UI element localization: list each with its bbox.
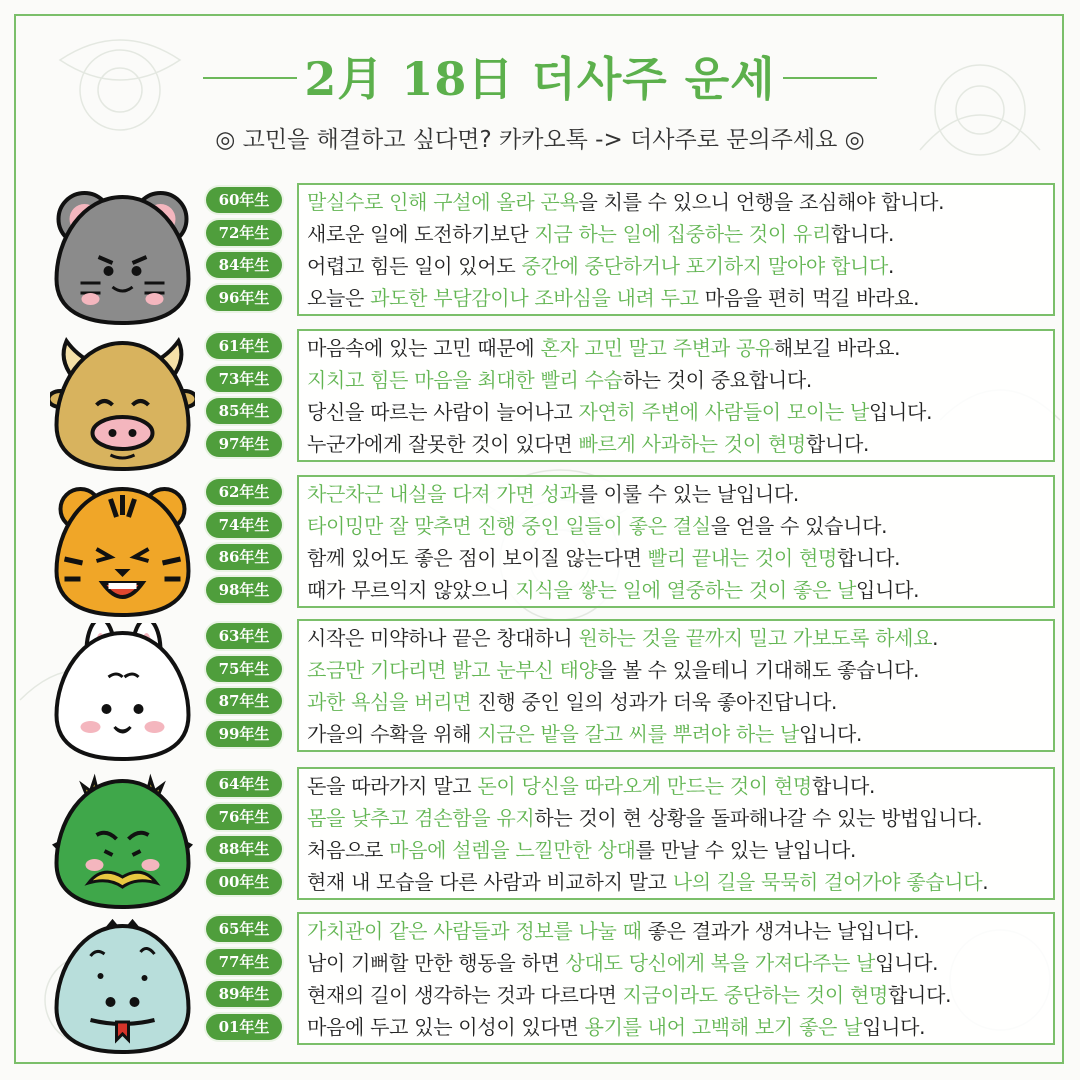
plain-text: 을 치를 수 있으니 언행을 조심해야 합니다.	[578, 190, 945, 214]
plain-text: 돈을 따라가지 말고	[307, 774, 478, 798]
year-badge: 72年生	[206, 220, 282, 246]
year-badge: 86年生	[206, 544, 282, 570]
highlight-text: 나의 길을 묵묵히 걸어가야 좋습니다	[672, 870, 983, 894]
year-badge: 89年生	[206, 981, 282, 1007]
year-badge: 85年生	[206, 398, 282, 424]
year-badge: 77年生	[206, 949, 282, 975]
fortune-line	[307, 218, 894, 250]
highlight-text: 상대도 당신에게 복을 가져다주는 날	[565, 951, 876, 975]
highlight-text: 가치관이 같은 사람들과 정보를 나눌 때	[307, 919, 642, 943]
plain-text: 남이 기뻐할 만한 행동을 하면	[307, 951, 566, 975]
fortune-group-snake	[0, 912, 1080, 1052]
plain-text: 입니다.	[862, 1015, 926, 1039]
highlight-text: 과한 욕심을 버리면	[307, 690, 472, 714]
year-badge: 01年生	[206, 1014, 282, 1040]
plain-text: 시작은 미약하나 끝은 창대하니	[307, 626, 579, 650]
rat-icon	[50, 187, 195, 327]
fortune-group-dragon	[0, 767, 1080, 907]
highlight-text: 타이밍만 잘 맞추면 진행 중인 일들이 좋은 결실	[307, 514, 711, 538]
plain-text: 합니다.	[811, 774, 876, 798]
fortune-line	[307, 834, 856, 866]
highlight-text: 차근차근 내실을 다져 가면 성과	[307, 482, 579, 506]
fortune-line	[307, 979, 951, 1011]
plain-text: 오늘은	[307, 286, 371, 310]
highlight-text: 지식을 쌓는 일에 열중하는 것이 좋은 날	[515, 578, 857, 602]
plain-text: 가을의 수확을 위해	[307, 722, 478, 746]
highlight-text: 마음에 설렘을 느낄만한 상대	[389, 838, 636, 862]
fortune-group-rabbit	[0, 619, 1080, 759]
fortune-line	[307, 250, 894, 282]
highlight-text: 자연히 주변에 사람들이 모이는 날	[578, 400, 870, 424]
plain-text: 하는 것이 중요합니다.	[622, 368, 812, 392]
plain-text: 좋은 결과가 생겨나는 날입니다.	[641, 919, 920, 943]
plain-text: 현재의 길이 생각하는 것과 다르다면	[307, 983, 623, 1007]
ox-icon	[50, 333, 195, 473]
fortune-line	[307, 866, 988, 898]
year-badge: 73年生	[206, 366, 282, 392]
plain-text: 마음을 편히 먹길 바라요.	[698, 286, 920, 310]
year-badge: 97年生	[206, 431, 282, 457]
dragon-icon	[50, 771, 195, 911]
year-badge: 60年生	[206, 187, 282, 213]
rabbit-icon	[50, 623, 195, 763]
fortune-line	[307, 428, 869, 460]
plain-text: 입니다.	[869, 400, 933, 424]
highlight-text: 돈이 당신을 따라오게 만드는 것이 현명	[477, 774, 812, 798]
tiger-icon	[50, 479, 195, 619]
plain-text: 입니다.	[875, 951, 939, 975]
year-badge: 99年生	[206, 721, 282, 747]
year-badge: 76年生	[206, 804, 282, 830]
plain-text: 누군가에게 잘못한 것이 있다면	[307, 432, 579, 456]
highlight-text: 빨리 끝내는 것이 현명	[647, 546, 838, 570]
plain-text: 를 만날 수 있는 날입니다.	[635, 838, 857, 862]
plain-text: 합니다.	[888, 983, 952, 1007]
highlight-text: 지금 하는 일에 집중하는 것이 유리	[534, 222, 831, 246]
fortune-line	[307, 574, 919, 606]
fortune-line	[307, 770, 875, 802]
year-badge: 61年生	[206, 333, 282, 359]
fortune-group-rat	[0, 183, 1080, 323]
highlight-text: 혼자 고민 말고 주변과 공유	[540, 336, 774, 360]
plain-text: 어렵고 힘든 일이 있어도	[307, 254, 522, 278]
highlight-text: 빠르게 사과하는 것이 현명	[578, 432, 806, 456]
fortune-line	[307, 654, 919, 686]
fortune-text-box	[297, 183, 1055, 316]
plain-text: .	[932, 626, 939, 650]
fortune-line	[307, 396, 932, 428]
plain-text: 때가 무르익지 않았으니	[307, 578, 516, 602]
year-badge: 64年生	[206, 771, 282, 797]
highlight-text: 지치고 힘든 마음을 최대한 빨리 수습	[307, 368, 623, 392]
highlight-text: 용기를 내어 고백해 보기 좋은 날	[584, 1015, 863, 1039]
fortune-text-box	[297, 767, 1055, 900]
plain-text: 합니다.	[805, 432, 870, 456]
snake-icon	[50, 916, 195, 1056]
fortune-group-tiger	[0, 475, 1080, 615]
plain-text: 현재 내 모습을 다른 사람과 비교하지 말고	[307, 870, 673, 894]
plain-text: 입니다.	[799, 722, 863, 746]
fortune-line	[307, 186, 944, 218]
plain-text: 입니다.	[856, 578, 920, 602]
plain-text: 을 얻을 수 있습니다.	[710, 514, 888, 538]
plain-text: 함께 있어도 좋은 점이 보이질 않는다면	[307, 546, 648, 570]
plain-text: 당신을 따르는 사람이 늘어나고	[307, 400, 579, 424]
plain-text: 을 볼 수 있을테니 기대해도 좋습니다.	[597, 658, 920, 682]
year-badge: 63年生	[206, 623, 282, 649]
page-subtitle: ◎ 고민을 해결하고 싶다면? 카카오톡 -> 더사주로 문의주세요 ◎	[215, 127, 865, 153]
plain-text: 해보길 바라요.	[773, 336, 901, 360]
plain-text: 처음으로	[307, 838, 390, 862]
plain-text: 새로운 일에 도전하기보단	[307, 222, 535, 246]
highlight-text: 말실수로 인해 구설에 올라 곤욕	[307, 190, 579, 214]
year-badge: 65年生	[206, 916, 282, 942]
year-badge: 88年生	[206, 836, 282, 862]
fortune-text-box	[297, 475, 1055, 608]
fortune-line	[307, 364, 812, 396]
highlight-text: 몸을 낮추고 겸손함을 유지	[307, 806, 535, 830]
year-badge: 74年生	[206, 512, 282, 538]
title-rule-right	[783, 77, 877, 79]
fortune-line	[307, 332, 900, 364]
highlight-text: 조금만 기다리면 밝고 눈부신 태양	[307, 658, 598, 682]
year-badge: 00年生	[206, 869, 282, 895]
fortune-line	[307, 478, 799, 510]
fortune-line	[307, 622, 938, 654]
plain-text: 진행 중인 일의 성과가 더욱 좋아진답니다.	[471, 690, 838, 714]
year-badge: 96年生	[206, 285, 282, 311]
plain-text: 마음에 두고 있는 이성이 있다면	[307, 1015, 585, 1039]
plain-text: .	[982, 870, 989, 894]
plain-text: 하는 것이 현 상황을 돌파해나갈 수 있는 방법입니다.	[534, 806, 983, 830]
fortune-group-ox	[0, 329, 1080, 469]
plain-text: 합니다.	[830, 222, 895, 246]
plain-text: 를 이룰 수 있는 날입니다.	[578, 482, 799, 506]
fortune-line	[307, 915, 919, 947]
plain-text: 합니다.	[837, 546, 901, 570]
fortune-text-box	[297, 329, 1055, 462]
fortune-line	[307, 510, 887, 542]
year-badge: 87年生	[206, 688, 282, 714]
fortune-text-box	[297, 619, 1055, 752]
highlight-text: 과도한 부담감이나 조바심을 내려 두고	[370, 286, 699, 310]
year-badge: 75年生	[206, 656, 282, 682]
highlight-text: 원하는 것을 끝까지 밀고 가보도록 하세요	[578, 626, 933, 650]
fortune-line	[307, 282, 919, 314]
highlight-text: 지금이라도 중단하는 것이 현명	[622, 983, 889, 1007]
fortune-line	[307, 718, 862, 750]
fortune-line	[307, 947, 938, 979]
fortune-text-box	[297, 912, 1055, 1045]
fortune-line	[307, 542, 900, 574]
fortune-line	[307, 1011, 925, 1043]
year-badge: 62年生	[206, 479, 282, 505]
header	[0, 44, 1080, 114]
fortune-line	[307, 802, 982, 834]
page-title: 2月 18日 더사주 운세	[304, 52, 776, 106]
highlight-text: 지금은 밭을 갈고 씨를 뿌려야 하는 날	[477, 722, 799, 746]
plain-text: 마음속에 있는 고민 때문에	[307, 336, 541, 360]
year-badge: 98年生	[206, 577, 282, 603]
plain-text: .	[888, 254, 895, 278]
year-badge: 84年生	[206, 252, 282, 278]
fortune-line	[307, 686, 837, 718]
highlight-text: 중간에 중단하거나 포기하지 말아야 합니다	[521, 254, 889, 278]
